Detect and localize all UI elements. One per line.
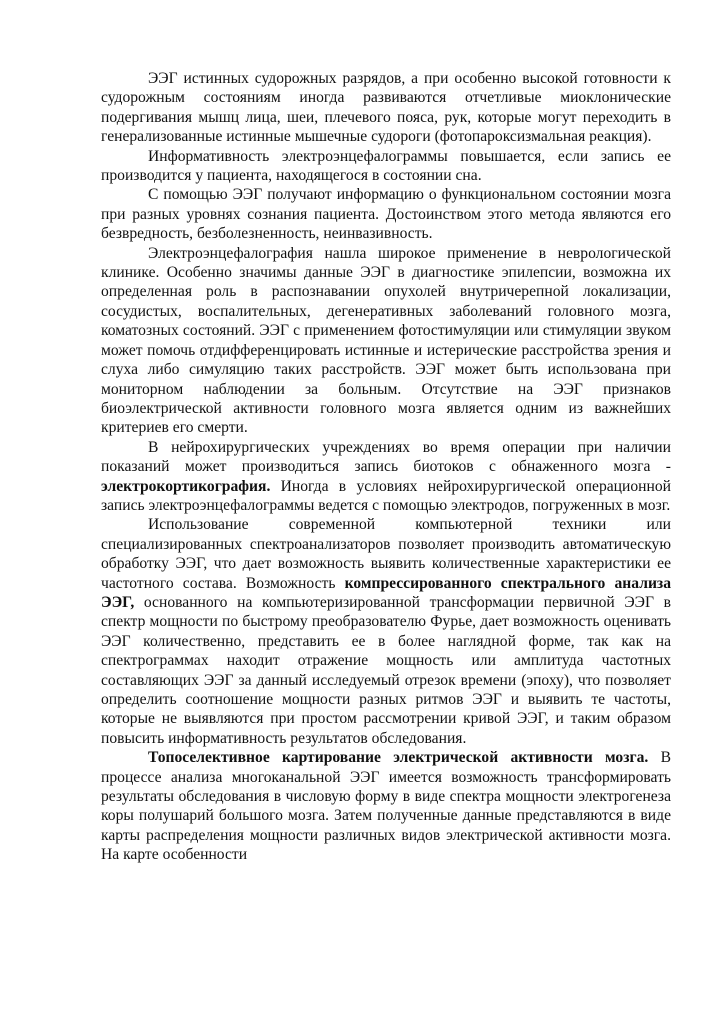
- paragraph-text: Иногда в условиях нейрохирургической операционной запись электроэнцефалограммы ведется с помощью электродов, погруженных в мозг.: [101, 477, 671, 514]
- paragraph-text: Информативность электроэнцефалограммы повышается, если запись ее производится у пациента, находящегося в состоянии сна.: [101, 147, 671, 185]
- paragraph-3: [101, 185, 671, 243]
- paragraph-4: [101, 244, 671, 438]
- paragraph-text: Электроэнцефалография нашла широкое применение в неврологической клинике. Особенно значимы данные ЭЭГ в диагностике эпилепсии, возможна их определенная роль в распознавании опухолей внутричерепной локализации, сосудистых, воспалительных, дегенеративных заболеваний головного мозга, коматозных состояний. ЭЭГ с применением фотостимуляции или стимуляции звуком может помочь отдифференцировать истинные и истерические расстройства зрения и слуха либо симуляцию таких расстройств. ЭЭГ может быть использована при мониторном наблюдении за больным. Отсутствие на ЭЭГ признаков биоэлектрической активности головного мозга является одним из важнейших критериев его смерти.: [101, 244, 671, 437]
- paragraph-7: [101, 748, 671, 864]
- paragraph-text: С помощью ЭЭГ получают информацию о функциональном состоянии мозга при разных уровнях сознания пациента. Достоинством этого метода являются его безвредность, безболезненность, неинвазивность.: [101, 186, 671, 243]
- term-electrocorticography: электрокортикография.: [101, 477, 271, 495]
- term-topographic-mapping: Топоселективное картирование электрической активности мозга.: [148, 749, 649, 767]
- term-compressed-spectral-analysis: компрессированного спектрального анализа ЭЭГ,: [101, 574, 671, 611]
- paragraph-2: [101, 147, 671, 186]
- paragraph-text: ЭЭГ истинных судорожных разрядов, а при особенно высокой готовности к судорожным состояниям иногда развиваются отчетливые миоклонические подергивания мышц лица, шеи, плечевого пояса, рук, которые могут переходить в генерализованные истинные мышечные судороги (фотопароксизмальная реакция).: [101, 70, 671, 146]
- paragraph-text: В нейрохирургических учреждениях во время операции при наличии показаний может производиться запись биотоков с обнаженного мозга -: [101, 438, 671, 476]
- paragraph-5: [101, 438, 671, 516]
- paragraph-text: Использование современной компьютерной техники или специализированных спектроанализаторов позволяет производить автоматическую обработку ЭЭГ, что дает возможность выявить количественные характеристики ее частотного состава. Возможность: [101, 516, 671, 592]
- paragraph-1: [101, 69, 671, 147]
- paragraph-text: основанного на компьютеризированной трансформации первичной ЭЭГ в спектр мощности по быстрому преобразователю Фурье, дает возможность оценивать ЭЭГ количественно, представить ее в более наглядной форме, так как на спектрограммах находит отражение мощность или амплитуда частотных составляющих ЭЭГ за данный исследуемый отрезок времени (эпоху), что позволяет определить соотношение мощности разных ритмов ЭЭГ и выявить те частоты, которые не выявляются при простом рассмотрении кривой ЭЭГ, и таким образом повысить информативность результатов обследования.: [101, 593, 671, 747]
- body-text: [101, 69, 671, 865]
- paragraph-text: В процессе анализа многоканальной ЭЭГ имеется возможность трансформировать результаты обследования в числовую форму в виде спектра мощности электрогенеза коры полушарий большого мозга. Затем полученные данные представляются в виде карты распределения мощности различных видов электрической активности мозга. На карте особенности: [101, 749, 671, 864]
- paragraph-6: [101, 515, 671, 748]
